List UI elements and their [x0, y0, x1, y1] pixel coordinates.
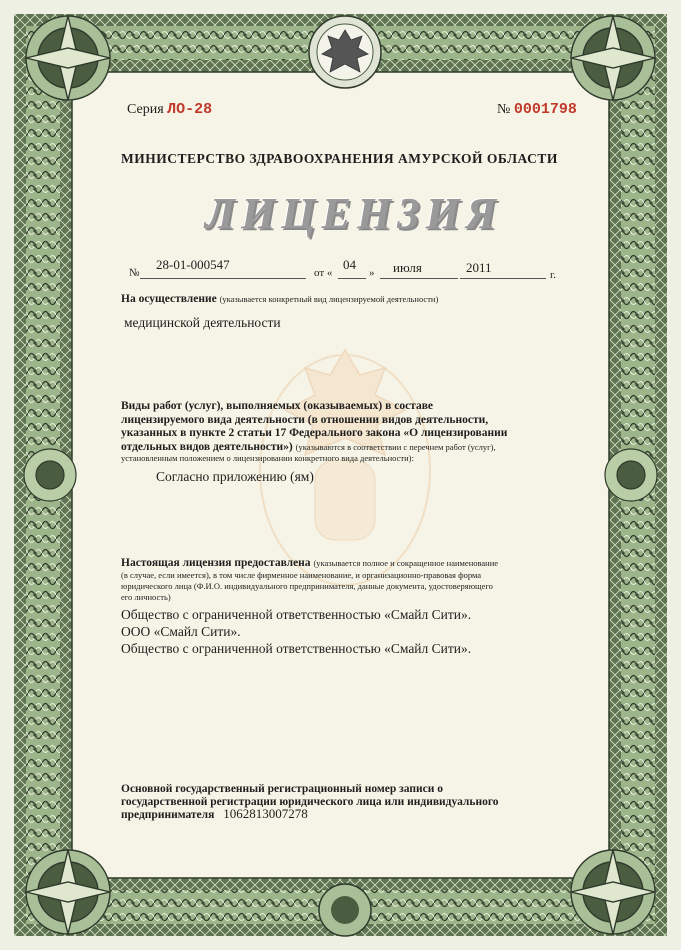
corner-rosette-top-left: [26, 16, 110, 100]
license-day: 04: [343, 257, 356, 272]
activity-label: На осуществление: [121, 293, 217, 305]
license-year: 2011: [466, 260, 492, 275]
from-label: от «: [314, 267, 333, 279]
works-line-4: отдельных видов деятельности»): [121, 440, 293, 453]
year-suffix: г.: [550, 269, 557, 281]
ogrn-value: 1062813007278: [223, 806, 308, 821]
series-label: Серия: [127, 102, 164, 117]
close-quote: »: [369, 267, 375, 279]
licensee-hint-1: (указывается полное и сокращенное наименование: [313, 558, 499, 568]
activity-hint: (указывается конкретный вид лицензируемой деятельности): [219, 294, 439, 304]
activity-value: медицинской деятельности: [124, 315, 281, 330]
works-line-3: указанных в пункте 2 статьи 17 Федерального закона «О лицензировании: [121, 427, 508, 439]
works-hint-2: установленным положением о лицензировании конкретного вида деятельности):: [121, 453, 414, 463]
number-label: №: [497, 102, 511, 117]
licensee-hint-4: его личность): [121, 592, 171, 602]
ogrn-line-1: Основной государственный регистрационный номер записи о: [121, 783, 443, 795]
licensee-label: Настоящая лицензия предоставлена: [121, 557, 311, 569]
ministry-name: МИНИСТЕРСТВО ЗДРАВООХРАНЕНИЯ АМУРСКОЙ ОБЛАСТИ: [121, 151, 558, 166]
license-no-label: №: [129, 267, 140, 279]
series-value: ЛО-28: [167, 101, 213, 118]
licensee-brand-name: Общество с ограниченной ответственностью «Смайл Сити».: [121, 641, 472, 656]
works-value: Согласно приложению (ям): [156, 469, 314, 484]
licensee-full-name: Общество с ограниченной ответственностью «Смайл Сити».: [121, 607, 472, 622]
licensee-hint-2: (в случае, если имеется), в том числе фирменное наименование, и организационно-правовая форма: [121, 570, 482, 580]
licensee-short-name: ООО «Смайл Сити».: [121, 624, 241, 639]
document-title: ЛИЦЕНЗИЯ: [205, 189, 503, 238]
works-line-1: Виды работ (услуг), выполняемых (оказываемых) в составе: [121, 400, 434, 412]
licensee-hint-3: юридического лица (Ф.И.О. индивидуального предпринимателя, данные документа, удостоверяющего: [121, 581, 493, 591]
ogrn-line-3: предпринимателя: [121, 809, 215, 821]
license-month: июля: [393, 260, 422, 275]
works-hint-1: (указываются в соответствии с перечнем работ (услуг),: [295, 441, 496, 452]
license-number: 28-01-000547: [156, 257, 230, 272]
ogrn-line-2: государственной регистрации юридического лица или индивидуального: [121, 795, 499, 808]
serial-number: 0001798: [513, 101, 577, 118]
coat-of-arms-emblem: [309, 16, 381, 88]
works-line-2: лицензируемого вида деятельности (в отношении видов деятельности,: [121, 413, 489, 426]
